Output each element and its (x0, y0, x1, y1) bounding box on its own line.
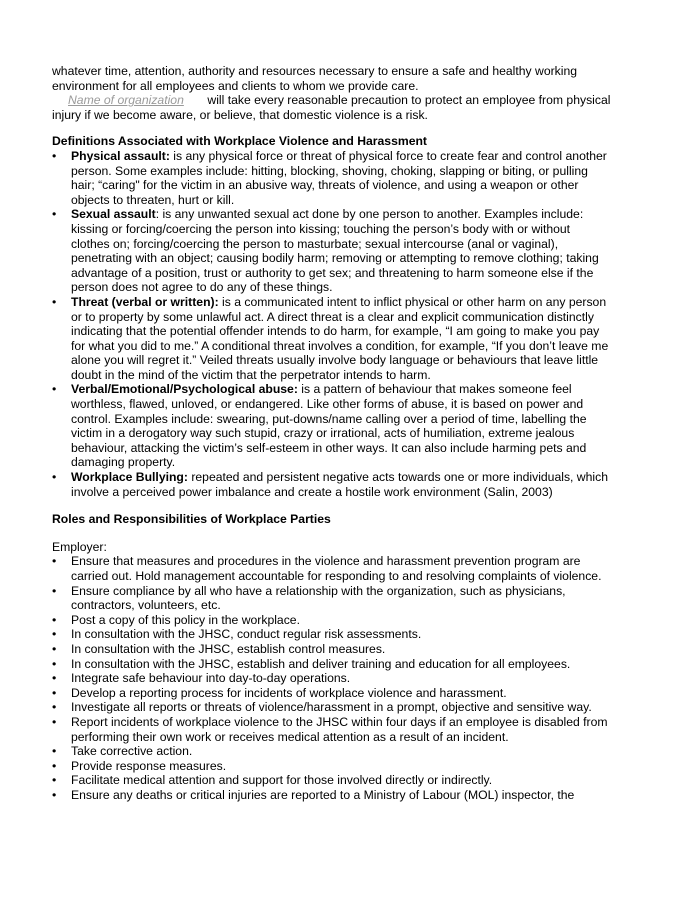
definition-item (52, 295, 612, 383)
responsibility-item (52, 584, 612, 613)
responsibility-item (52, 686, 612, 701)
definition-term: Sexual assault (71, 207, 156, 222)
employer-responsibilities-list (52, 554, 612, 802)
responsibility-text: In consultation with the JHSC, conduct regular risk assessments. (71, 627, 422, 642)
bullet-icon: • (52, 382, 57, 397)
roles-heading: Roles and Responsibilities of Workplace Parties (52, 512, 331, 527)
responsibility-item (52, 788, 612, 803)
bullet-icon: • (52, 612, 57, 627)
definitions-heading: Definitions Associated with Workplace Violence and Harassment (52, 134, 427, 149)
responsibility-item (52, 613, 612, 628)
responsibility-item (52, 759, 612, 774)
bullet-icon: • (52, 671, 57, 686)
bullet-icon: • (52, 294, 57, 309)
responsibility-item (52, 773, 612, 788)
bullet-icon: • (52, 656, 57, 671)
bullet-icon: • (52, 207, 57, 222)
responsibility-text: Report incidents of workplace violence to the JHSC within four days if an employee is disabled from performing their own work or receives medical attention as a result of an incident. (71, 714, 608, 744)
responsibility-text: Develop a reporting process for incidents of workplace violence and harassment. (71, 685, 507, 700)
definition-text: : is any unwanted sexual act done by one person to another. Examples include: kissing or forcing/coercing the person into kissing; touching the person’s body with or without clothes on; forcing/coercing the person to masturbate; sexual intercourse (anal or vaginal), penetrating with an object; causing bodily harm; removing or attempting to remove clothing; taking advantage of a position, trust or authority to get sex; and threatening to harm someone else if the person does not agree to do any of these things. (71, 207, 599, 295)
employer-label: Employer: (52, 539, 107, 554)
definition-item (52, 470, 612, 499)
responsibility-item (52, 744, 612, 759)
responsibility-item (52, 700, 612, 715)
organization-name-field[interactable]: Name of organization (68, 93, 184, 108)
responsibility-text: In consultation with the JHSC, establish control measures. (71, 641, 386, 656)
responsibility-text: Facilitate medical attention and support for those involved directly or indirectly. (71, 773, 493, 788)
responsibility-item (52, 554, 612, 583)
responsibility-text: Post a copy of this policy in the workplace. (71, 612, 300, 627)
definition-term: Workplace Bullying: (71, 470, 188, 485)
bullet-icon: • (52, 787, 57, 802)
definition-item (52, 207, 612, 295)
bullet-icon: • (52, 685, 57, 700)
bullet-icon: • (52, 470, 57, 485)
intro-paragraph: whatever time, attention, authority and resources necessary to ensure a safe and healthy working environment for all employees and clients to whom we provide care. (52, 64, 578, 93)
definition-item (52, 382, 612, 470)
intro-org-text: will take every reasonable precaution to protect an employee from physical injury if we become aware, or believe, that domestic violence is a risk. (52, 93, 611, 122)
responsibility-text: Ensure any deaths or critical injuries are reported to a Ministry of Labour (MOL) inspector, the (71, 787, 575, 802)
definition-text: is a pattern of behaviour that makes someone feel worthless, flawed, unloved, or endangered. Like other forms of abuse, it is based on power and control. Examples include: swearing, put-downs/name calling over a period of time, labelling the victim in a derogatory way such stupid, crazy or irrational, acts of humiliation, extreme jealous behaviour, attacking the victim’s self-esteem in other ways. It can also include harming pets and damaging property. (71, 382, 587, 470)
responsibility-text: Take corrective action. (71, 744, 193, 759)
responsibility-item (52, 657, 612, 672)
definition-term: Threat (verbal or written): (71, 294, 219, 309)
definition-term: Physical assault: (71, 148, 170, 163)
responsibility-text: In consultation with the JHSC, establish and deliver training and education for all employees. (71, 656, 571, 671)
bullet-icon: • (52, 773, 57, 788)
responsibility-item (52, 642, 612, 657)
bullet-icon: • (52, 641, 57, 656)
bullet-icon: • (52, 583, 57, 598)
bullet-icon: • (52, 554, 57, 569)
bullet-icon: • (52, 758, 57, 773)
responsibility-text: Ensure compliance by all who have a relationship with the organization, such as physicians, contractors, volunteers, etc. (71, 583, 566, 613)
bullet-icon: • (52, 627, 57, 642)
definition-item (52, 149, 612, 207)
intro-org-paragraph (52, 93, 612, 122)
bullet-icon: • (52, 700, 57, 715)
bullet-icon: • (52, 744, 57, 759)
definitions-list (52, 149, 612, 499)
responsibility-text: Integrate safe behaviour into day-to-day operations. (71, 671, 351, 686)
responsibility-item (52, 671, 612, 686)
definition-term: Verbal/Emotional/Psychological abuse: (71, 382, 298, 397)
definition-text: is any physical force or threat of physical force to create fear and control another person. Some examples include: hitting, blocking, shoving, choking, slapping or biting, or pulling hair; “caring" for the victim in an abusive way, threats of violence, and using a weapon or other objects to threaten, hurt or kill. (71, 148, 607, 207)
responsibility-item (52, 715, 612, 744)
bullet-icon: • (52, 148, 57, 163)
responsibility-text: Ensure that measures and procedures in the violence and harassment prevention program are carried out. Hold management accountable for responding to and resolving complaints of violence. (71, 554, 602, 583)
document-page (52, 64, 612, 803)
definition-text: repeated and persistent negative acts towards one or more individuals, which involve a perceived power imbalance and create a hostile work environment (Salin, 2003) (71, 470, 608, 499)
definition-text: is a communicated intent to inflict physical or other harm on any person or to property by some unlawful act. A direct threat is a clear and explicit communication distinctly indicating that the potential offender intends to do harm, for example, “I am going to make you pay for what you did to me.” A conditional threat involves a condition, for example, “If you don’t leave me alone you will regret it.” Veiled threats usually involve body language or behaviours that leave little doubt in the mind of the victim that the perpetrator intends to harm. (71, 294, 609, 382)
responsibility-text: Investigate all reports or threats of violence/harassment in a prompt, objective and sensitive way. (71, 700, 592, 715)
responsibility-text: Provide response measures. (71, 758, 227, 773)
responsibility-item (52, 627, 612, 642)
bullet-icon: • (52, 714, 57, 729)
